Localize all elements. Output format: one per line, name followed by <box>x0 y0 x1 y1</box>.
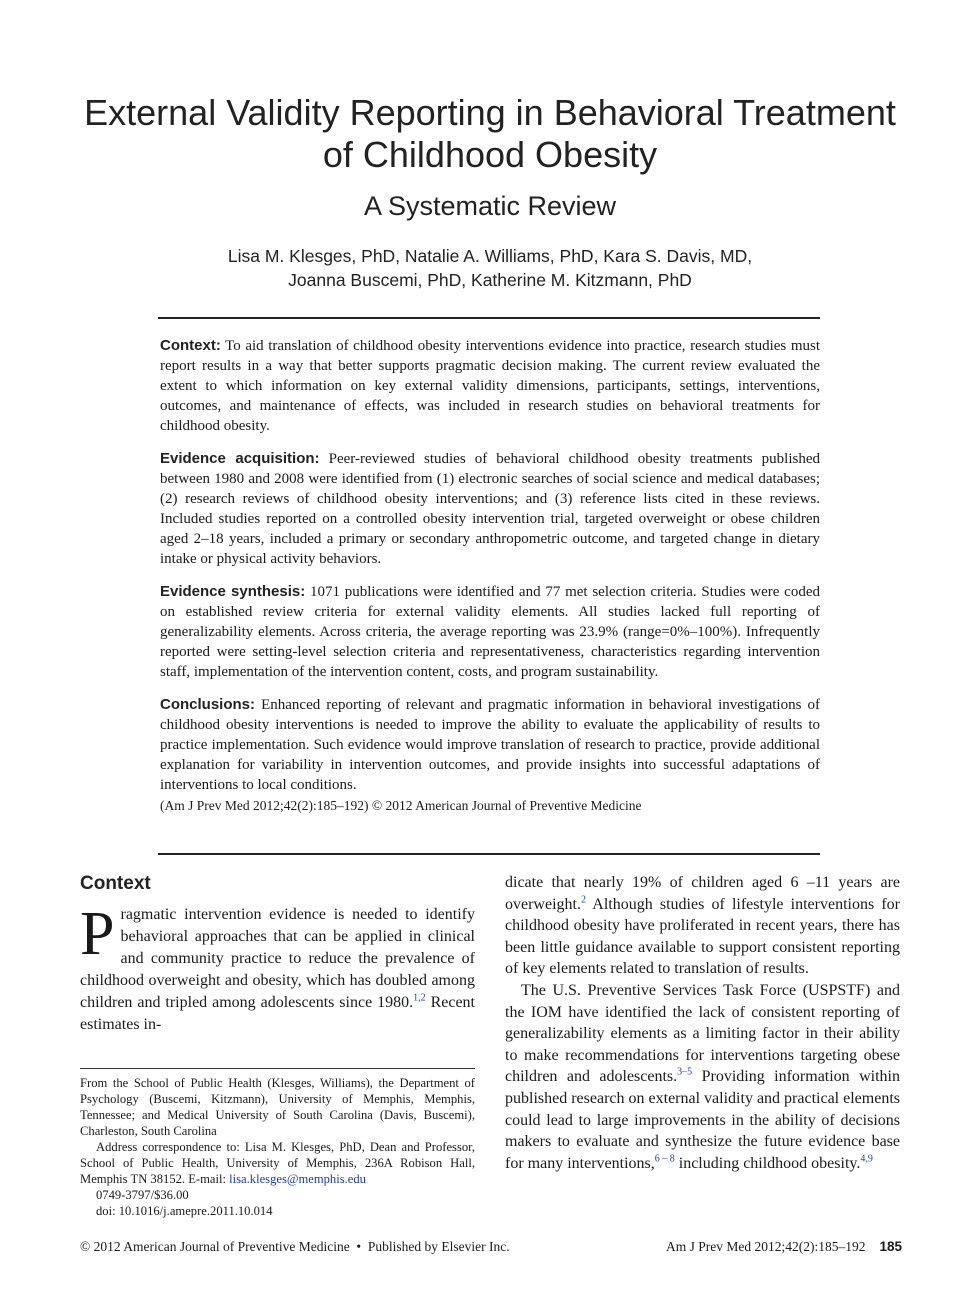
abstract-context-text: To aid translation of childhood obesity interventions evidence into practice, research studies must report results in a way that better supports pragmatic decision making. The current review evaluated the extent to which information on key external validity dimensions, participants, settings, interventions, outcomes, and maintenance of effects, was included in research studies on behavioral treatments for childhood obesity. <box>160 338 820 434</box>
footer-citation: Am J Prev Med 2012;42(2):185–192 <box>665 1239 866 1254</box>
abstract-evidence-acquisition <box>160 449 820 569</box>
abstract-conclusions-heading: Conclusions: <box>160 696 256 713</box>
abstract-synthesis-text: 1071 publications were identified and 77 met selection criteria. Studies were coded on established review criteria for external validity elements. All studies lacked full reporting of generalizability elements. Across criteria, the average reporting was 23.9% (range=0%–100%). Infrequently reported were setting-level selection criteria and representativeness, characteristics regarding intervention staff, implementation of the intervention content, costs, and program sustainability. <box>160 584 820 680</box>
abstract-context <box>160 336 820 436</box>
abstract-context-heading: Context: <box>160 337 221 354</box>
footnotes <box>80 1075 475 1219</box>
author-list <box>80 244 900 292</box>
doi-note: doi: 10.1016/j.amepre.2011.10.014 <box>96 1204 273 1218</box>
abstract-acquisition-heading: Evidence acquisition: <box>160 450 320 467</box>
abstract-top-divider <box>158 317 820 319</box>
abstract-conclusions-text: Enhanced reporting of relevant and pragmatic information in behavioral investigations of childhood obesity interventions is needed to improve the ability to evaluate the applicability of results to practice implementation. Such evidence would improve translation of research to practice, provide additional explanation for variability in intervention outcomes, and provide insights into successful adaptations of interventions to local conditions. <box>160 697 820 793</box>
abstract-evidence-synthesis <box>160 582 820 682</box>
drop-cap: P <box>80 900 115 968</box>
reference-link[interactable]: 3–5 <box>677 1067 693 1079</box>
left-column <box>80 872 475 1036</box>
context-text: ragmatic intervention evidence is needed to identify behavioral approaches that can be applied in clinical and community practice to reduce the prevalence of childhood overweight and obesity, which has doubled among children and tripled among adolescents since 1980. <box>80 906 475 1011</box>
abstract-citation: (Am J Prev Med 2012;42(2):185–192) © 2012 American Journal of Preventive Medicine <box>160 798 642 813</box>
body-p2-text-c: including childhood obesity. <box>674 1154 861 1172</box>
reference-link[interactable]: 4,9 <box>860 1153 873 1165</box>
correspondence-text: Address correspondence to: Lisa M. Klesges, PhD, Dean and Professor, School of Public Health, University of Memphis, 236A Robison Hall, Memphis TN 38152. E-mail: <box>80 1140 475 1186</box>
abstract-bottom-divider <box>158 853 820 855</box>
page-number: 185 <box>879 1239 902 1254</box>
reference-link[interactable]: 2 <box>580 894 586 906</box>
abstract-synthesis-heading: Evidence synthesis: <box>160 583 306 600</box>
right-column <box>505 872 900 1174</box>
section-heading-context: Context <box>80 873 151 894</box>
price-note: 0749-3797/$36.00 <box>96 1188 189 1202</box>
authors-line-2: Joanna Buscemi, PhD, Katherine M. Kitzmann, PhD <box>288 270 692 290</box>
affiliation-note: From the School of Public Health (Klesges, Williams), the Department of Psychology (Buscemi, Kitzmann), University of Memphis, Memphis, Tennessee; and Medical University of South Carolina (Davis, Buscemi), Charleston, South Carolina <box>80 1076 475 1138</box>
body-paragraph-1 <box>505 872 900 980</box>
reference-link[interactable]: 6 – 8 <box>654 1153 675 1165</box>
context-paragraph <box>80 900 476 1036</box>
abstract-acquisition-text: Peer-reviewed studies of behavioral childhood obesity treatments published between 1980 and 2008 were identified from (1) electronic searches of social science and medical databases; (2) research reviews of childhood obesity interventions; and (3) reference lists cited in these reviews. Included studies reported on a controlled obesity intervention trial, targeted overweight or obese children aged 2–18 years, included a primary or secondary anthropometric outcome, and targeted change in dietary intake or physical activity behaviors. <box>160 451 820 567</box>
abstract <box>160 336 820 815</box>
context-text-tail: Recent estimates in- <box>80 994 476 1033</box>
reference-link[interactable]: 1,2 <box>413 992 426 1004</box>
article-header <box>80 92 900 292</box>
article-title: External Validity Reporting in Behavioral Treatment of Childhood Obesity <box>84 92 896 175</box>
footer-journal-info <box>666 1238 902 1256</box>
body-p2-text-a: The U.S. Preventive Services Task Force (USPSTF) and the IOM have identified the lack of consistent reporting of generalizability elements as a limiting factor in their ability to make recommendations for interventions targeting obese children and adolescents. <box>505 981 900 1086</box>
correspondence-note <box>80 1139 475 1187</box>
body-p1-text-b: Although studies of lifestyle interventions for childhood obesity have proliferated in recent years, there has been little guidance available to support consistent reporting of key elements related to translation of results. <box>505 895 900 978</box>
abstract-conclusions <box>160 695 820 795</box>
body-p2-text-b: Providing information within published research on external validity and practical elements could lead to large improvements in the ability of decisions makers to evaluate and synthesize the future evidence base for many interventions, <box>505 1068 901 1172</box>
body-p1-text-a: dicate that nearly 19% of children aged 6 –11 years are overweight. <box>505 874 900 913</box>
authors-line-1: Lisa M. Klesges, PhD, Natalie A. Williams, PhD, Kara S. Davis, MD, <box>227 246 753 266</box>
email-link[interactable]: lisa.klesges@memphis.edu <box>229 1172 366 1186</box>
footer-copyright: © 2012 American Journal of Preventive Medicine • Published by Elsevier Inc. <box>80 1239 510 1254</box>
body-paragraph-2 <box>505 980 900 1174</box>
footnote-divider <box>80 1068 475 1069</box>
article-subtitle: A Systematic Review <box>363 191 617 221</box>
